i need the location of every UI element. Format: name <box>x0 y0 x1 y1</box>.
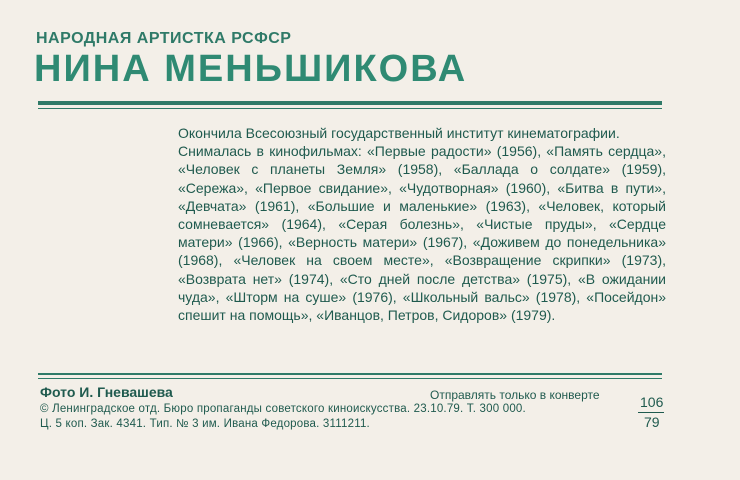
top-rule-thin <box>38 108 662 109</box>
photo-credit: Фото И. Гневашева <box>40 384 173 400</box>
card-number-top: 106 <box>640 394 664 410</box>
bottom-rule-thin <box>38 378 662 379</box>
imprint-line-1: © Ленинградское отд. Бюро пропаганды советского киноискусства. 23.10.79. Т. 300 000. <box>40 403 526 415</box>
bio-education: Окончила Всесоюзный государственный институт кинематографии. <box>178 125 620 141</box>
send-note: Отправлять только в конверте <box>430 388 600 402</box>
imprint-line-2: Ц. 5 коп. Зак. 4341. Тип. № 3 им. Ивана Федорова. 3111211. <box>40 418 370 430</box>
biography <box>178 124 666 324</box>
title-subtitle: НАРОДНАЯ АРТИСТКА РСФСР <box>36 30 292 47</box>
bottom-rule-thick <box>38 373 662 375</box>
actress-name: НИНА МЕНЬШИКОВА <box>34 48 468 90</box>
card-number-bottom: 79 <box>644 414 660 430</box>
top-rule-thick <box>38 101 662 105</box>
card-number-divider <box>638 412 664 413</box>
bio-films: Снималась в кинофильмах: «Первые радости» (1956), «Память сердца», «Человек с планеты Земля» (1958), «Баллада о солдате» (1959), «Сережа», «Первое свидание», «Чудотворная» (1960), «Битва в пути», «Девчата» (1961), «Большие и маленькие» (1963), «Человек, который сомневается» (1964), «Серая болезнь», «Чистые пруды», «Сердце матери» (1966), «Верность матери» (1967), «Доживем до понедельника» (1968), «Человек на своем месте», «Возвращение скрипки» (1973), «Возврата нет» (1974), «Сто дней после детства» (1975), «В ожидании чуда», «Шторм на суше» (1976), «Школьный вальс» (1978), «Посейдон» спешит на помощь», «Иванцов, Петров, Сидоров» (1979). <box>178 143 666 324</box>
